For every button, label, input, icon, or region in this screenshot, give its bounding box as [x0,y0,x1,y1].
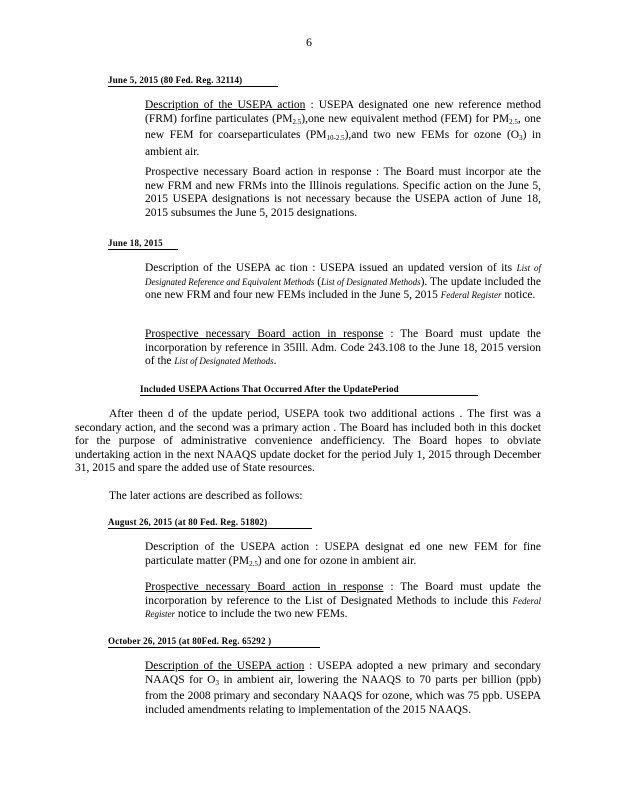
aug26-description: Description of the USEPA action : USEPA designat ed one new FEM for fine particulate matter $(PM_{2.5})$ and one for ozone in ambient air. [145,541,541,568]
oct26-description: Description of the USEPA action : USEPA adopted a new primary and secondary NAAQS for $O_3$ in ambient air, lowering the NAAQS to 70 parts per billion (ppb) from the 2008 primary and secondary NAAQS for ozone, which was 75 ppb. USEPA included amendments relating to implementation of the 2015 NAAQS. [145,660,542,716]
description-label: Description of the USEPA action [145,99,306,111]
section-heading-included: Included USEPA Actions That Occurred After the UpdatePeriod [140,384,478,396]
june18-description: Description of the USEPA ac tion : USEPA issued an updated version of its List of Designated Reference and Equivalent Methods (List of Designated Methods). The update included the one new FRM and four new FEMs included in the June 5, 2015 Federal Register notice. [145,262,541,302]
prospective-label: Prospective necessary Board action in response [145,166,372,178]
june18-prospective: Prospective necessary Board action in response : The Board must update the incorporation by reference in 35Ill. Adm. Code 243.108 to the June 18, 2015 version of the List of Designated Methods. [145,328,542,368]
description-label: Description of the USEPA ac tion [145,262,308,274]
june5-description: Description of the USEPA action : USEPA designated one new reference method (FRM) forfine particulates $(PM_{2.5}),one$ new equivalent method (FEM) for $PM_{2.5}$, one new FEM for coarseparticulates $(PM_{10-2.5}),and$ two new FEMs for ozone $(O_3)$ in ambient air. [145,99,541,158]
section-heading-june5: June 5, 2015 (80 Fed. Reg. 32114) [108,75,278,87]
description-label: Description of the USEPA action [145,660,305,672]
section-heading-june18: June 18, 2015 [108,238,178,250]
section-heading-aug26: August 26, 2015 (at 80 Fed. Reg. 51802) [108,517,312,529]
included-paragraph: After theen d of the update period, USEPA took two additional actions . The first was a secondary action, and the second was a primary action . The Board has included both in this docket for the purpose of administrative convenience andefficiency. The Board hopes to obviate undertaking action in the next NAAQS update docket for the period July 1, 2015 through December 31, 2015 and spare the added use of State resources. [75,408,541,475]
later-actions-intro: The later actions are described as follows: [109,490,303,502]
june5-prospective: Prospective necessary Board action in response : The Board must incorpor ate the new FRM and new FRMs into the Illinois regulations. Specific action on the June 5, 2015 USEPA designations is not necessary because the USEPA action of June 18, 2015 subsumes the June 5, 2015 designations. [145,166,541,219]
prospective-label: Prospective necessary Board action in response [145,581,384,593]
prospective-label: Prospective necessary Board action in response [145,328,384,340]
aug26-prospective: Prospective necessary Board action in response : The Board must update the incorporation by reference to the List of Designated Methods to include this Federal Register notice to include the two new FEMs. [145,581,542,621]
page-number: 6 [306,35,312,49]
section-heading-oct26: October 26, 2015 (at 80Fed. Reg. 65292 ) [108,636,320,648]
